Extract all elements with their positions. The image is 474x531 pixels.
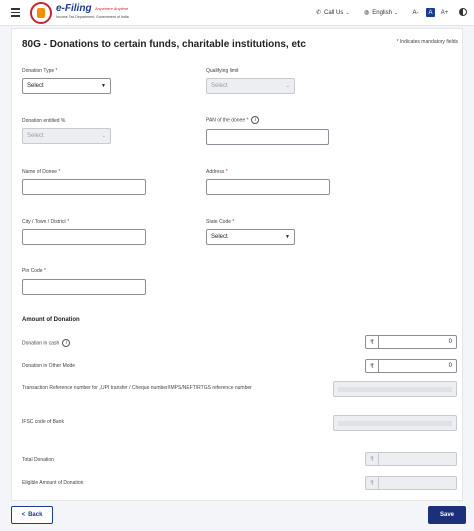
total-donation-input: [365, 452, 457, 466]
info-icon[interactable]: i: [62, 339, 70, 347]
phone-icon: ✆: [316, 10, 322, 16]
state-code-label: State Code *: [206, 219, 235, 225]
rupee-icon: ₹: [366, 453, 379, 465]
logo-subtitle: Income Tax Department, Government of India: [56, 15, 129, 19]
ifsc-input: [333, 415, 457, 431]
call-us-button[interactable]: [316, 9, 350, 16]
page-title: 80G - Donations to certain funds, charitable institutions, etc: [22, 39, 306, 50]
chevron-down-icon: ⌄: [285, 83, 290, 89]
font-decrease-button[interactable]: A-: [412, 9, 419, 16]
donation-other-mode-label: Donation in Other Mode: [22, 363, 76, 369]
font-default-button[interactable]: A: [426, 8, 435, 17]
donation-other-mode-input[interactable]: ₹ 0: [365, 359, 457, 373]
save-button[interactable]: Save: [428, 506, 466, 524]
rupee-icon: ₹: [366, 477, 379, 489]
donation-entitled-select: Select ⌄: [22, 128, 111, 144]
donation-entitled-label: Donation entitled %: [22, 118, 66, 124]
txn-reference-input: [333, 381, 457, 397]
qualifying-limit-label: Qualifying limit: [206, 68, 239, 74]
top-bar: [0, 0, 474, 26]
globe-icon: ◍: [364, 10, 370, 16]
rupee-icon: ₹: [366, 360, 379, 372]
hamburger-menu-icon[interactable]: [11, 8, 20, 16]
chevron-left-icon: <: [21, 512, 26, 518]
logo-tagline: Anywhere Anytime: [95, 6, 129, 11]
back-button[interactable]: < Back: [11, 506, 53, 524]
caret-down-icon: ▼: [101, 83, 106, 89]
rupee-icon: ₹: [366, 336, 379, 348]
info-icon[interactable]: i: [251, 116, 259, 124]
city-label: City / Town / District *: [22, 219, 70, 225]
qualifying-limit-select: Select ⌄: [206, 78, 295, 94]
amount-section-title: Amount of Donation: [22, 317, 80, 323]
donation-cash-label: Donation in cash i: [22, 339, 70, 347]
pin-code-input[interactable]: [22, 279, 146, 295]
emblem-logo-icon[interactable]: [30, 2, 52, 24]
logo-title[interactable]: e-Filing: [56, 3, 92, 14]
language-selector[interactable]: [364, 9, 398, 16]
pan-donee-input[interactable]: [206, 129, 329, 145]
txn-reference-label: Transaction Reference number for „UPI transfer / Cheque number/IMPS/NEFT/RTGS reference number: [22, 385, 252, 391]
name-donee-input[interactable]: [22, 179, 146, 195]
chevron-down-icon: ⌄: [393, 9, 399, 16]
city-input[interactable]: [22, 229, 146, 245]
donation-cash-input[interactable]: ₹ 0: [365, 335, 457, 349]
pin-code-label: Pin Code *: [22, 268, 46, 274]
caret-down-icon: ▼: [285, 234, 290, 240]
total-donation-label: Total Donation: [22, 457, 54, 463]
donation-type-select[interactable]: Select ▼: [22, 78, 111, 94]
eligible-amount-label: Eligible Amount of Donation: [22, 480, 84, 486]
form-card: [11, 28, 463, 501]
contrast-toggle-icon[interactable]: [459, 8, 467, 16]
state-code-select[interactable]: Select ▼: [206, 229, 295, 245]
address-label: Address *: [206, 169, 228, 175]
font-increase-button[interactable]: A+: [440, 9, 449, 16]
address-input[interactable]: [206, 179, 330, 195]
chevron-down-icon: ⌄: [345, 9, 350, 16]
pan-donee-label: PAN of the donee * i: [206, 116, 259, 124]
donation-type-label: Donation Type *: [22, 68, 58, 74]
language-label: English: [372, 9, 392, 16]
call-us-label: Call Us: [324, 9, 344, 16]
mandatory-note: * Indicates mandatory fields: [396, 39, 458, 45]
name-donee-label: Name of Donee *: [22, 169, 61, 175]
chevron-down-icon: ⌄: [101, 133, 106, 139]
eligible-amount-input: [365, 476, 457, 490]
ifsc-label: IFSC code of Bank: [22, 419, 64, 425]
